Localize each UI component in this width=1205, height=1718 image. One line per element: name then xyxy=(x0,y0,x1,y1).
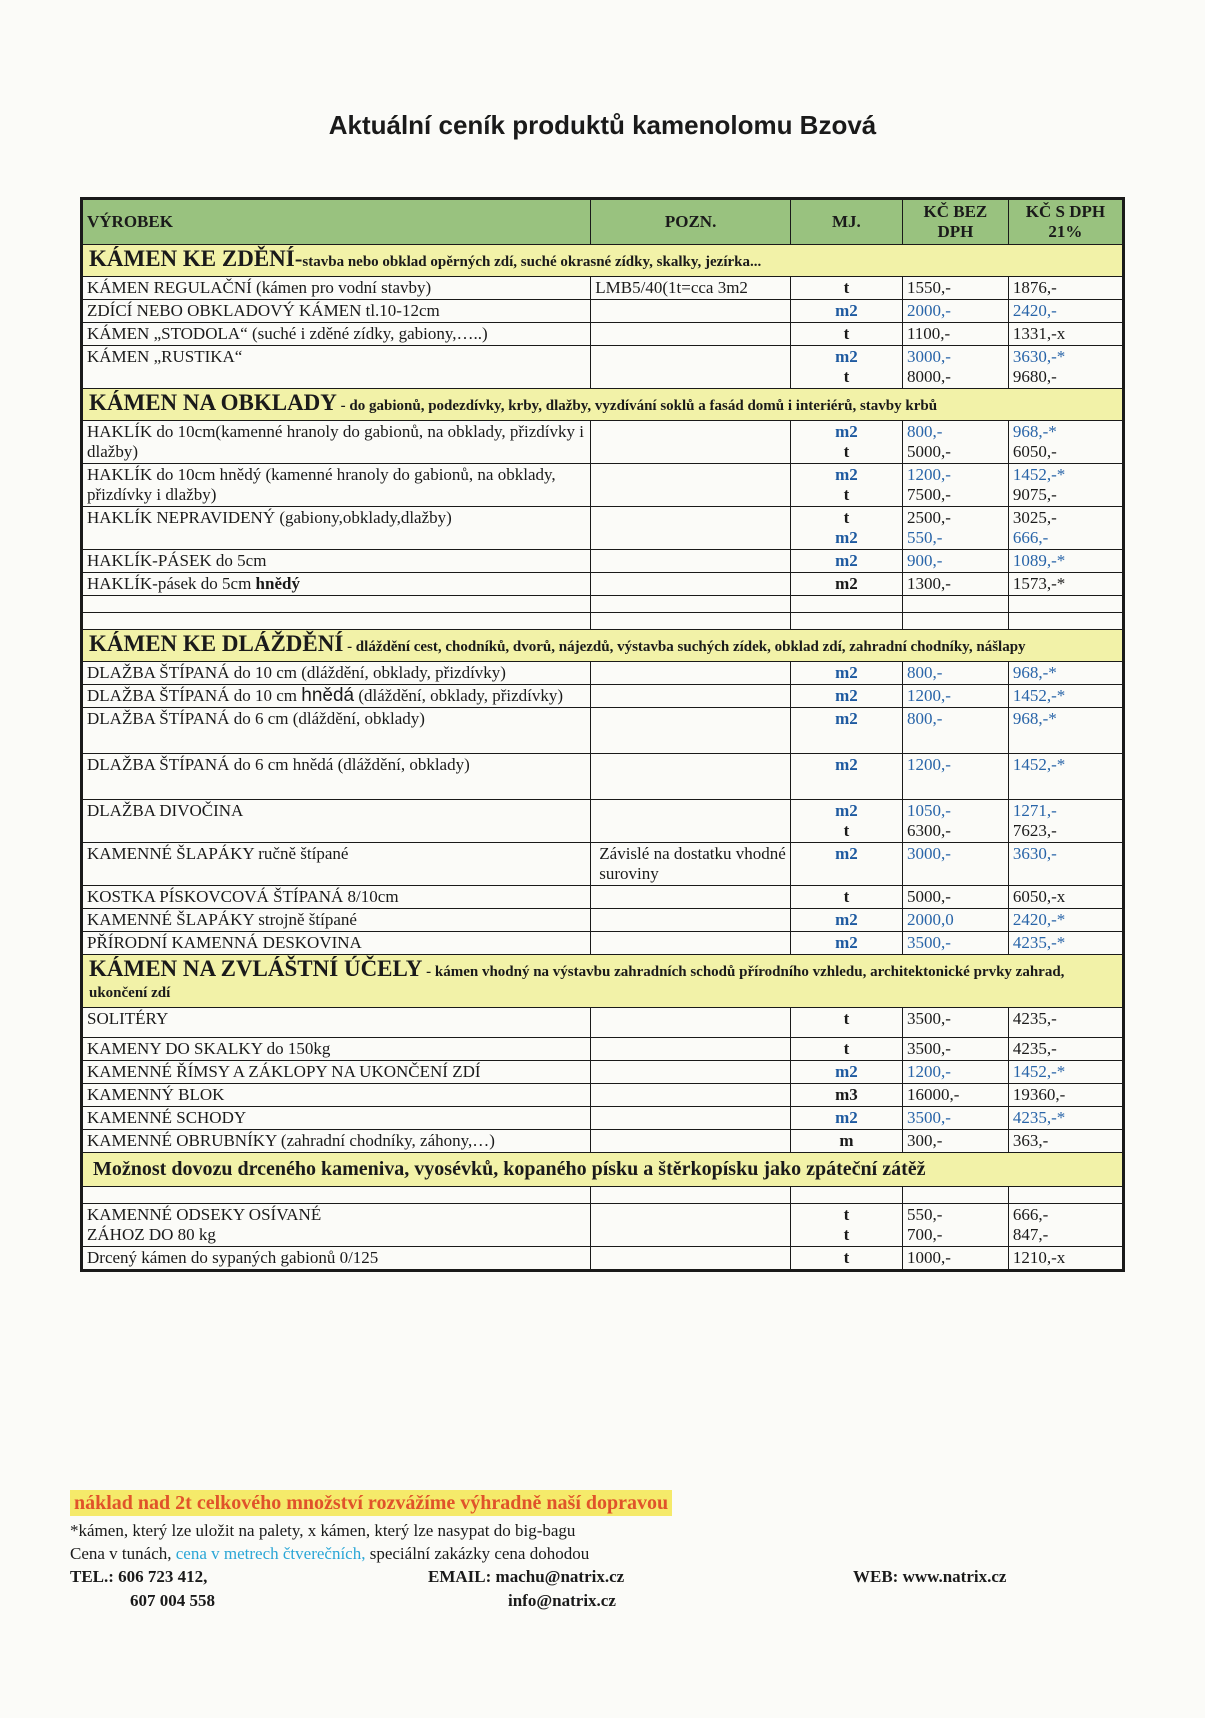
table-row: ZDÍCÍ NEBO OBKLADOVÝ KÁMEN tl.10-12cm m2 2000,- 2420,- xyxy=(82,300,1124,323)
table-row: HAKLÍK NEPRAVIDENÝ (gabiony,obklady,dlažby) t m2 2500,- 550,- 3025,- 666,- xyxy=(82,507,1124,550)
section-header: KÁMEN NA OBKLADY - do gabionů, podezdívky, krby, dlažby, vyzdívání soklů a fasád domů i interiérů, stavby krbů xyxy=(82,389,1124,421)
section-header: KÁMEN NA ZVLÁŠTNÍ ÚČELY - kámen vhodný na výstavbu zahradních schodů přírodního vzhledu, architektonické prvky zahrad, ukončení zdí xyxy=(82,955,1124,1008)
table-row: SOLITÉRY t 3500,- 4235,- xyxy=(82,1008,1124,1038)
header-note: POZN. xyxy=(591,199,791,245)
table-row: KÁMEN REGULAČNÍ (kámen pro vodní stavby) LMB5/40(1t=cca 3m2 t 1550,- 1876,- xyxy=(82,277,1124,300)
table-row: KAMENNÉ SCHODY m2 3500,- 4235,-* xyxy=(82,1107,1124,1130)
table-row: KAMENNÉ OBRUBNÍKY (zahradní chodníky, záhony,…) m 300,- 363,- xyxy=(82,1130,1124,1153)
table-row: HAKLÍK-pásek do 5cm hnědý m2 1300,- 1573,-* xyxy=(82,573,1124,596)
table-row: KÁMEN „RUSTIKA“ m2 t 3000,- 8000,- 3630,-* 9680,- xyxy=(82,346,1124,389)
table-row: KAMENNÉ ODSEKY OSÍVANÉ ZÁHOZ DO 80 kg t t 550,- 700,- 666,- 847,- xyxy=(82,1204,1124,1247)
price-table xyxy=(80,197,1125,1272)
table-row: KAMENNÉ ŠLAPÁKY ručně štípané Závislé na dostatku vhodné suroviny m2 3000,- 3630,- xyxy=(82,843,1124,886)
page-title: Aktuální ceník produktů kamenolomu Bzová xyxy=(328,110,877,140)
table-row: HAKLÍK do 10cm hnědý (kamenné hranoly do gabionů, na obklady, přizdívky i dlažby) m2 t 1200,- 7500,- 1452,-* 9075,- xyxy=(82,464,1124,507)
table-row: DLAŽBA DIVOČINA m2 t 1050,- 6300,- 1271,- 7623,- xyxy=(82,800,1124,843)
section-header: Možnost dovozu drceného kameniva, vyosévků, kopaného písku a štěrkopísku jako zpáteční zátěž xyxy=(82,1153,1124,1187)
header-price-no-vat: KČ BEZ DPH xyxy=(902,199,1008,245)
header-price-vat: KČ S DPH 21% xyxy=(1008,199,1123,245)
table-row: KAMENNÉ ŠLAPÁKY strojně štípané m2 2000,0 2420,-* xyxy=(82,909,1124,932)
table-row: KAMENNÝ BLOK m3 16000,- 19360,- xyxy=(82,1084,1124,1107)
table-row: DLAŽBA ŠTÍPANÁ do 10 cm (dláždění, obklady, přizdívky) m2 800,- 968,-* xyxy=(82,662,1124,685)
table-row: KOSTKA PÍSKOVCOVÁ ŠTÍPANÁ 8/10cm t 5000,- 6050,-x xyxy=(82,886,1124,909)
table-row: Drcený kámen do sypaných gabionů 0/125 t 1000,- 1210,-x xyxy=(82,1247,1124,1271)
table-row: DLAŽBA ŠTÍPANÁ do 10 cm hnědá (dláždění, obklady, přizdívky) m2 1200,- 1452,-* xyxy=(82,685,1124,708)
table-row: KAMENNÉ ŘÍMSY A ZÁKLOPY NA UKONČENÍ ZDÍ m2 1200,- 1452,-* xyxy=(82,1061,1124,1084)
email-2: info@natrix.cz xyxy=(508,1591,616,1610)
table-row: DLAŽBA ŠTÍPANÁ do 6 cm hnědá (dláždění, obklady) m2 1200,- 1452,-* xyxy=(82,754,1124,800)
section-header: KÁMEN KE ZDĚNÍ-stavba nebo obklad opěrných zdí, suché okrasné zídky, skalky, jezírka... xyxy=(82,245,1124,277)
table-row: HAKLÍK do 10cm(kamenné hranoly do gabionů, na obklady, přizdívky i dlažby) m2 t 800,- 5000,- 968,-* 6050,- xyxy=(82,421,1124,464)
header-product: VÝROBEK xyxy=(82,199,591,245)
delivery-note: náklad nad 2t celkového množství rozvážíme výhradně naší dopravou xyxy=(70,1490,672,1516)
footnote-symbols: *kámen, který lze uložit na palety, x kámen, který lze nasypat do big-bagu xyxy=(70,1521,576,1540)
spacer-row xyxy=(82,596,1124,613)
table-row: PŘÍRODNÍ KAMENNÁ DESKOVINA m2 3500,- 4235,-* xyxy=(82,932,1124,955)
spacer-row xyxy=(82,1187,1124,1204)
footnote-units: Cena v tunách, cena v metrech čtverečních, speciální zakázky cena dohodou xyxy=(70,1544,590,1563)
website: WEB: www.natrix.cz xyxy=(853,1567,1007,1586)
phone-1: TEL.: 606 723 412, xyxy=(70,1567,208,1586)
table-row: DLAŽBA ŠTÍPANÁ do 6 cm (dláždění, obklady) m2 800,- 968,-* xyxy=(82,708,1124,754)
phone-2: 607 004 558 xyxy=(130,1591,215,1610)
table-header xyxy=(82,199,1124,245)
spacer-row xyxy=(82,613,1124,630)
section-header: KÁMEN KE DLÁŽDĚNÍ - dláždění cest, chodníků, dvorů, nájezdů, výstavba suchých zídek, obklad zdí, zahradní chodníky, nášlapy xyxy=(82,630,1124,662)
table-row: KAMENY DO SKALKY do 150kg t 3500,- 4235,- xyxy=(82,1038,1124,1061)
table-row: HAKLÍK-PÁSEK do 5cm m2 900,- 1089,-* xyxy=(82,550,1124,573)
email: EMAIL: machu@natrix.cz xyxy=(428,1567,625,1586)
header-unit: MJ. xyxy=(790,199,902,245)
table-row: KÁMEN „STODOLA“ (suché i zděné zídky, gabiony,…..) t 1100,- 1331,-x xyxy=(82,323,1124,346)
